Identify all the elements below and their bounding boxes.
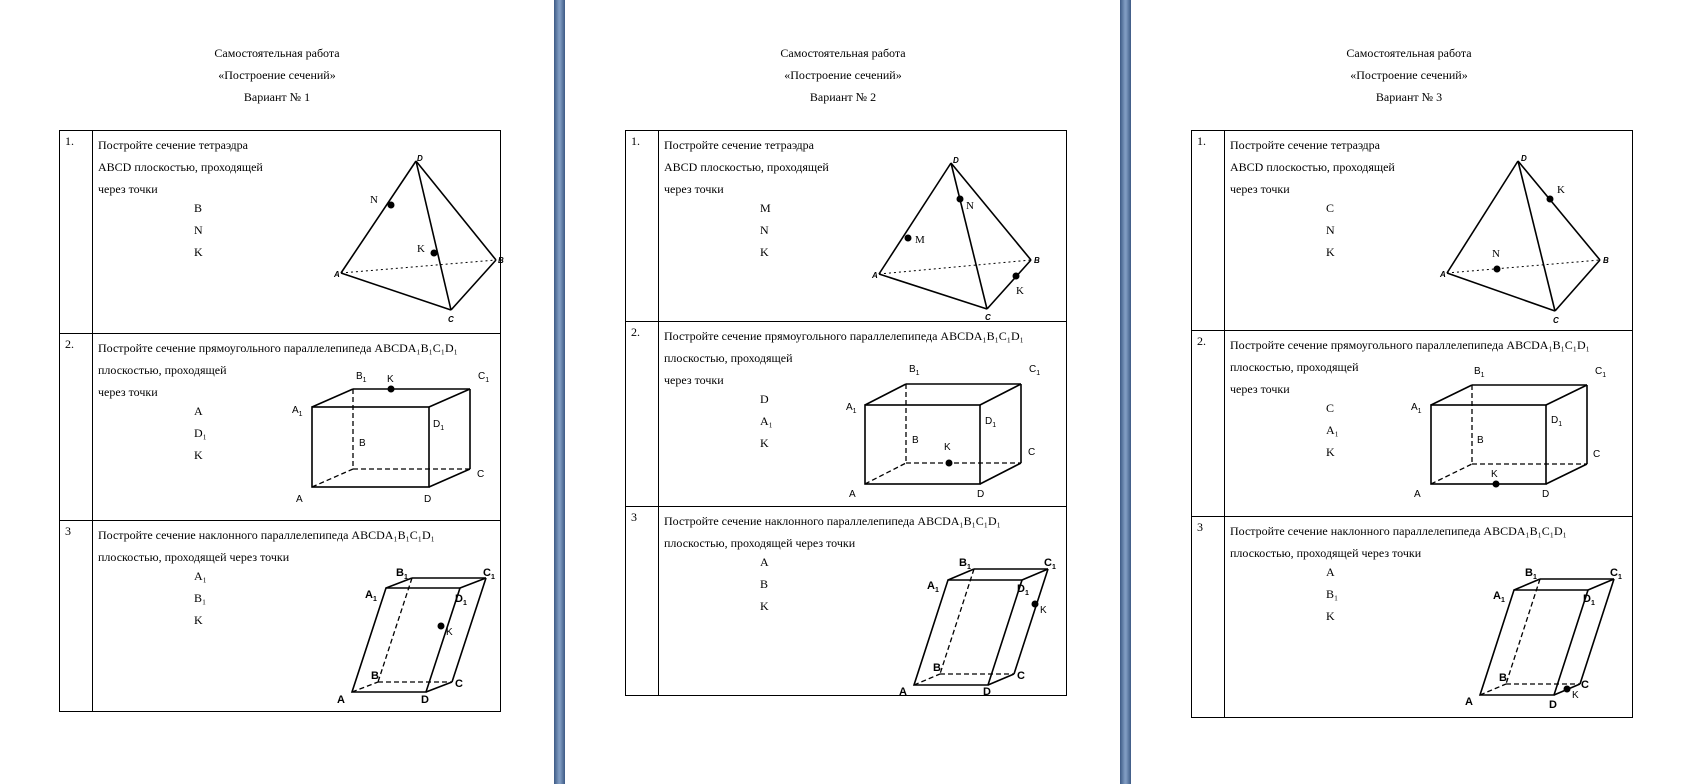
work-title: Самостоятельная работа [214,46,340,60]
task-line: Постройте сечение наклонного параллелепипеда ABCDA₁B₁C₁D₁ [664,514,1001,528]
vertex-label-d1: $D_1$ [433,419,445,432]
vertex-label-d1: $D_1$ [1017,583,1029,597]
point-k [946,460,953,467]
task-table [59,130,504,712]
vertex-label: A [872,271,878,280]
task-line: плоскостью, проходящей [664,351,793,365]
vertex-label: D [417,154,423,163]
vertex-label-c1: $C_1$ [1029,364,1041,377]
task-line: Постройте сечение тетраэдра [1230,138,1380,152]
point-label: K [194,448,203,462]
vertex-label-b: B [912,435,919,446]
vertex-label-a1: $A_1$ [927,580,939,594]
vertex-label: C [1553,316,1559,325]
task-line: плоскостью, проходящей через точки [1230,546,1422,560]
vertex-label: C [448,315,454,324]
task-table [1191,130,1633,718]
vertex-label: C [985,313,991,322]
task-row-2 [1192,331,1633,517]
vertex-label-a: A [1465,696,1473,708]
task-line: Постройте сечение тетраэдра [664,138,814,152]
point-label: K [1326,445,1335,459]
point-label-k: K [1491,469,1498,480]
variant-label: Вариант № 3 [1375,90,1443,104]
task-line: через точки [664,373,724,387]
task-line: Постройте сечение наклонного параллелепипеда ABCDA₁B₁C₁D₁ [98,528,435,542]
task-row-1 [626,131,1067,322]
task-line: через точки [664,182,724,196]
point-label: K [194,245,203,259]
task-line: ABCD плоскостью, проходящей [664,160,829,174]
vertex-label-b1: $B_1$ [1474,366,1485,379]
point-n [957,196,964,203]
point-label: B₁ [1326,587,1339,601]
task-line: Постройте сечение прямоугольного параллелепипеда ABCDA₁B₁C₁D₁ [1230,338,1590,352]
page-header [1132,42,1682,108]
vertex-label-d: D [424,494,432,505]
point-k [431,250,438,257]
vertex-label-b1: $B_1$ [396,567,408,581]
point-label: C [1326,201,1335,215]
vertex-label-c1: $C_1$ [1044,557,1056,571]
task-cell [659,322,1067,507]
task-number: 2. [1192,331,1225,517]
task-cell [93,131,504,334]
point-k [1013,273,1020,280]
vertex-label: D [1521,154,1527,163]
task-row-1 [1192,131,1633,331]
vertex-label-b: B [371,670,379,682]
point-label: N [194,223,203,237]
task-row-3 [60,521,501,712]
oblique-parallelepiped-figure [93,521,500,711]
vertex-label: A [334,270,340,279]
task-table [625,130,1067,696]
point-k [438,623,445,630]
vertex-label: B [1603,256,1609,265]
work-title: Самостоятельная работа [780,46,906,60]
vertex-label-d1: $D_1$ [455,593,467,607]
point-label-k: K [387,374,394,385]
point-label: D₁ [194,426,207,440]
task-line: плоскостью, проходящей [1230,360,1359,374]
task-line: Постройте сечение прямоугольного параллелепипеда ABCDA₁B₁C₁D₁ [664,329,1024,343]
vertex-label-c1: $C_1$ [478,371,490,384]
point-label-k: K [1572,690,1579,701]
point-k [1493,481,1500,488]
vertex-label-d1: $D_1$ [1583,593,1595,607]
point-m [905,235,912,242]
tetrahedron-figure [659,131,1066,321]
point-label: K [1326,245,1335,259]
task-number: 1. [626,131,659,322]
vertex-label: B [1034,256,1040,265]
task-line: плоскостью, проходящей [98,363,227,377]
task-cell [93,334,501,521]
page-variant-3 [1132,0,1682,784]
point-label: B₁ [194,591,207,605]
point-label: K [760,436,769,450]
vertex-label-b1: $B_1$ [1525,567,1537,581]
point-label: K [760,599,769,613]
vertex-label-c: C [1581,679,1589,691]
vertex-label-d: D [983,686,991,698]
point-label: A [760,555,769,569]
task-line: плоскостью, проходящей через точки [664,536,856,550]
page-variant-1 [0,0,554,784]
vertex-label-c: C [477,469,485,480]
task-cell [93,521,501,712]
point-k [1564,686,1571,693]
task-row-3 [1192,517,1633,718]
vertex-label-a: A [899,686,907,698]
task-line: через точки [1230,182,1290,196]
point-label: N [760,223,769,237]
vertex-label-c1: $C_1$ [1595,366,1607,379]
page-header [566,42,1120,108]
work-title: Самостоятельная работа [1346,46,1472,60]
vertex-label-d1: $D_1$ [985,416,997,429]
point-k [388,386,395,393]
task-line: через точки [1230,382,1290,396]
task-line: Постройте сечение наклонного параллелепипеда ABCDA₁B₁C₁D₁ [1230,524,1567,538]
point-label: C [1326,401,1335,415]
point-label-n: N [966,200,974,212]
point-label: K [194,613,203,627]
oblique-parallelepiped-figure [1225,517,1632,717]
vertex-label-c1: $C_1$ [1610,567,1622,581]
vertex-label-a1: $A_1$ [1493,590,1505,604]
cuboid-figure [93,334,500,520]
vertex-label-a1: $A_1$ [365,589,377,603]
oblique-parallelepiped-figure [659,507,1066,698]
point-label: K [1326,609,1335,623]
vertex-label-a1: $A_1$ [846,402,857,415]
task-number: 2. [626,322,659,507]
task-number: 3 [1192,517,1225,718]
point-label-k: K [944,442,951,453]
work-subtitle: «Построение сечений» [218,68,336,82]
vertex-label-d: D [1542,489,1550,500]
cuboid-figure [1225,331,1632,516]
point-label-k: K [417,243,425,255]
task-line: ABCD плоскостью, проходящей [1230,160,1395,174]
task-row-3 [626,507,1067,696]
vertex-label-d: D [1549,699,1557,711]
task-line: Постройте сечение прямоугольного параллелепипеда ABCDA₁B₁C₁D₁ [98,341,458,355]
vertex-label-d: D [421,694,429,706]
task-number: 1. [60,131,93,334]
point-label-n: N [1492,248,1500,260]
page-gap-left [554,0,565,784]
vertex-label-b: B [359,438,366,449]
point-label-m: M [915,234,925,246]
task-number: 1. [1192,131,1225,331]
vertex-label-a: A [1414,489,1421,500]
point-label: B [760,577,769,591]
point-label: K [760,245,769,259]
task-row-1 [60,131,501,334]
work-subtitle: «Построение сечений» [784,68,902,82]
task-line: Постройте сечение тетраэдра [98,138,248,152]
task-row-2 [60,334,501,521]
page-gap-right [1120,0,1131,784]
vertex-label-a1: $A_1$ [292,405,303,418]
vertex-label-b1: $B_1$ [356,371,367,384]
point-k [1547,196,1554,203]
vertex-label-b: B [933,662,941,674]
vertex-label-b: B [1477,435,1484,446]
vertex-label: B [498,256,504,265]
variant-label: Вариант № 2 [809,90,877,104]
vertex-label-a: A [296,494,303,505]
point-label: A [194,404,203,418]
variant-label: Вариант № 1 [243,90,311,104]
vertex-label-c1: $C_1$ [483,567,495,581]
point-label-k: K [1040,605,1047,616]
task-line: через точки [98,385,158,399]
point-label: A₁ [1326,423,1339,437]
task-line: ABCD плоскостью, проходящей [98,160,263,174]
point-label-k: K [446,627,453,638]
task-cell [659,131,1067,322]
work-subtitle: «Построение сечений» [1350,68,1468,82]
vertex-label-c: C [1017,670,1025,682]
task-number: 3 [60,521,93,712]
point-label: N [1326,223,1335,237]
vertex-label-d: D [977,489,985,500]
task-row-2 [626,322,1067,507]
task-cell [1225,517,1633,718]
task-line: через точки [98,182,158,196]
point-label-k: K [1557,184,1565,196]
point-n [388,202,395,209]
page-variant-2 [566,0,1120,784]
point-label: D [760,392,769,406]
page-header [0,42,554,108]
task-number: 3 [626,507,659,696]
point-label-n: N [370,194,378,206]
task-cell [659,507,1067,696]
point-k [1032,601,1039,608]
task-cell [1225,331,1633,517]
vertex-label-c: C [1593,449,1601,460]
vertex-label-c: C [455,678,463,690]
point-n [1494,266,1501,273]
point-label: B [194,201,203,215]
vertex-label-b1: $B_1$ [909,364,920,377]
vertex-label-c: C [1028,447,1036,458]
vertex-label: D [953,156,959,165]
vertex-label-d1: $D_1$ [1551,415,1563,428]
task-cell [1225,131,1633,331]
task-number: 2. [60,334,93,521]
point-label: A₁ [760,414,773,428]
vertex-label: A [1440,270,1446,279]
vertex-label-a: A [337,694,345,706]
vertex-label-b1: $B_1$ [959,557,971,571]
tetrahedron-figure [1225,131,1632,330]
point-label: A [1326,565,1335,579]
vertex-label-b: B [1499,672,1507,684]
point-label: M [760,201,771,215]
point-label-k: K [1016,285,1024,297]
cuboid-figure [659,322,1066,506]
vertex-label-a: A [849,489,856,500]
task-line: плоскостью, проходящей через точки [98,550,290,564]
point-label: A₁ [194,569,207,583]
vertex-label-a1: $A_1$ [1411,402,1422,415]
tetrahedron-figure [93,131,504,333]
